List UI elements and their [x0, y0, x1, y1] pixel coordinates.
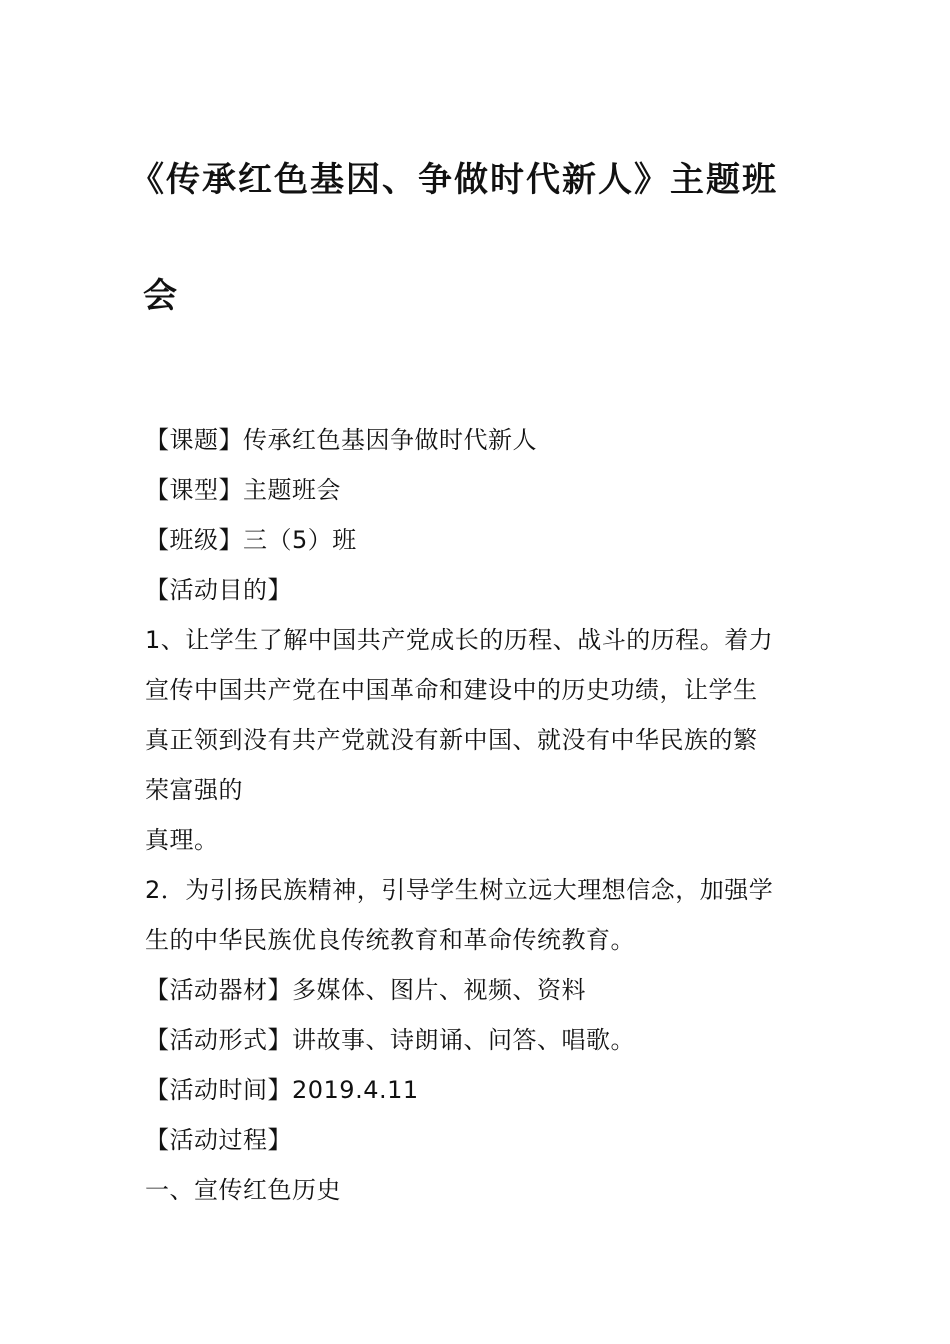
goal-2-line-2: 生的中华民族优良传统教育和革命传统教育。 [145, 926, 635, 954]
goal-1-line-4: 荣富强的 [145, 776, 243, 804]
time-line: 【活动时间】2019.4.11 [145, 1076, 419, 1104]
materials-line: 【活动器材】多媒体、图片、视频、资料 [145, 976, 586, 1004]
goal-1-line-3: 真正领到没有共产党就没有新中国、就没有中华民族的繁 [145, 726, 758, 754]
goal-2-line-1: 2．为引扬民族精神，引导学生树立远大理想信念，加强学 [145, 876, 774, 904]
title-line-2: 会 [143, 276, 179, 316]
topic-line: 【课题】传承红色基因争做时代新人 [145, 426, 537, 454]
goal-1-line-5: 真理。 [145, 826, 219, 854]
document-body [145, 415, 815, 1215]
title-line-1: 《传承红色基因、争做时代新人》主题班 [130, 160, 778, 200]
class-line: 【班级】三（5）班 [145, 526, 357, 554]
process-heading: 【活动过程】 [145, 1126, 292, 1154]
section-1-heading: 一、宣传红色历史 [145, 1176, 341, 1204]
goal-1-line-2: 宣传中国共产党在中国革命和建设中的历史功绩，让学生 [145, 676, 758, 704]
goal-heading: 【活动目的】 [145, 576, 292, 604]
document-title [130, 150, 820, 326]
forms-line: 【活动形式】讲故事、诗朗诵、问答、唱歌。 [145, 1026, 635, 1054]
type-line: 【课型】主题班会 [145, 476, 341, 504]
goal-1-line-1: 1、让学生了解中国共产党成长的历程、战斗的历程。着力 [145, 626, 774, 654]
